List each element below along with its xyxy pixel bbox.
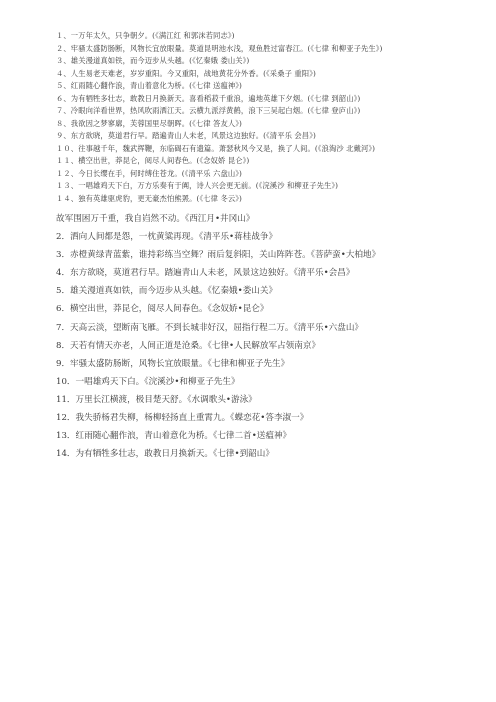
list-item: 12．我失骄杨君失柳，杨柳轻扬直上重霄九。《蝶恋花•答李淑一》 xyxy=(56,413,309,424)
list-item: ３、雄关漫道真如铁，而今迈步从头越。(《忆秦娥 娄山关》) xyxy=(56,56,250,65)
list-item: ９、东方欲晓，莫道君行早。踏遍青山人未老，风景这边独好。(《清平乐 会昌》) xyxy=(56,131,316,140)
document-page xyxy=(56,30,448,463)
list-item: 6．横空出世，莽昆仑，阅尽人间春色。《念奴娇•昆仑》 xyxy=(56,304,269,315)
list-item: ８、我欲因之梦寥廓，芙蓉国里尽朝晖。(《七律 答友人》) xyxy=(56,118,242,128)
list-item: １４、独有英雄驱虎豹，更无豪杰怕熊罴。(《七律 冬云》) xyxy=(56,193,242,203)
list-item: 3．赤橙黄绿青蓝紫，谁持彩练当空舞？雨后复斜阳，关山阵阵苍。《菩萨蛮•大柏地》 xyxy=(56,250,381,261)
list-item: 13．红雨随心翻作浪，青山着意化为桥。《七律二首•送瘟神》 xyxy=(56,431,292,442)
list-item: 11．万里长江横渡，极目楚天舒。《水调歌头•游泳》 xyxy=(56,394,257,405)
list-item: 7．天高云淡，望断南飞雁。不到长城非好汉，屈指行程二万。《清平乐•六盘山》 xyxy=(56,322,364,333)
list-item: ６、为有牺牲多壮志，敢教日月换新天。喜看稻菽千重浪，遍地英雄下夕烟。(《七律 到韶山》) xyxy=(56,93,361,103)
list-item: 5．雄关漫道真如铁，而今迈步从头越。《忆秦娥•娄山关》 xyxy=(56,286,278,297)
quote-list-primary xyxy=(56,30,448,205)
list-item: １３、一唱雄鸡天下白，万方乐奏有于阗，诗人兴会更无前。(《浣溪沙 和柳亚子先生》) xyxy=(56,181,339,190)
list-item: １、一万年太久，只争朝夕。(《满江红 和郭沫若同志》) xyxy=(56,31,235,40)
list-item: 14．为有牺牲多壮志，敢教日月换新天。《七律•到韶山》 xyxy=(56,449,274,460)
list-item: 4．东方欲晓，莫道君行早。踏遍青山人未老，风景这边独好。《清平乐•会昌》 xyxy=(56,268,355,279)
list-item: 10．一唱雄鸡天下白。《浣溪沙•和柳亚子先生》 xyxy=(56,376,240,387)
list-item: 故军围困万千重，我自岿然不动。《西江月•井冈山》 xyxy=(56,214,255,224)
list-item: １０、往事越千年，魏武挥鞭，东临碣石有遗篇。萧瑟秋风今又是，换了人间。(《浪淘沙 北戴河》) xyxy=(56,143,376,153)
list-item: 9．牢骚太盛防肠断，风物长宜放眼量。《七律和柳亚子先生》 xyxy=(56,358,290,369)
quote-list-secondary xyxy=(56,210,448,463)
list-item: １１、横空出世，莽昆仑，阅尽人间春色。(《念奴娇 昆仑》) xyxy=(56,156,250,165)
list-item: ４、人生易老天难老，岁岁重阳。今又重阳，战地黄花分外香。(《采桑子 重阳》) xyxy=(56,68,316,78)
list-item: ２、牢骚太盛防肠断，风物长宜放眼量。莫道昆明池水浅，观鱼胜过富春江。(《七律 和柳亚子先生》) xyxy=(56,43,383,53)
list-item: ５、红雨随心翻作浪，青山着意化为桥。(《七律 送瘟神》) xyxy=(56,81,242,90)
list-item: ７、冷眼向洋看世界，热风吹雨洒江天。云横九派浮黄鹤，浪下三吴起白烟。(《七律 登庐山》) xyxy=(56,106,361,115)
list-item: １２、今日长缨在手，何时缚住苍龙。(《清平乐 六盘山》) xyxy=(56,168,242,178)
list-item: 8．天若有情天亦老，人间正道是沧桑。《七律•人民解放军占领南京》 xyxy=(56,340,321,351)
list-item: 2．洒向人间都是怨，一枕黄粱再现。《清平乐•蒋桂战争》 xyxy=(56,232,278,243)
